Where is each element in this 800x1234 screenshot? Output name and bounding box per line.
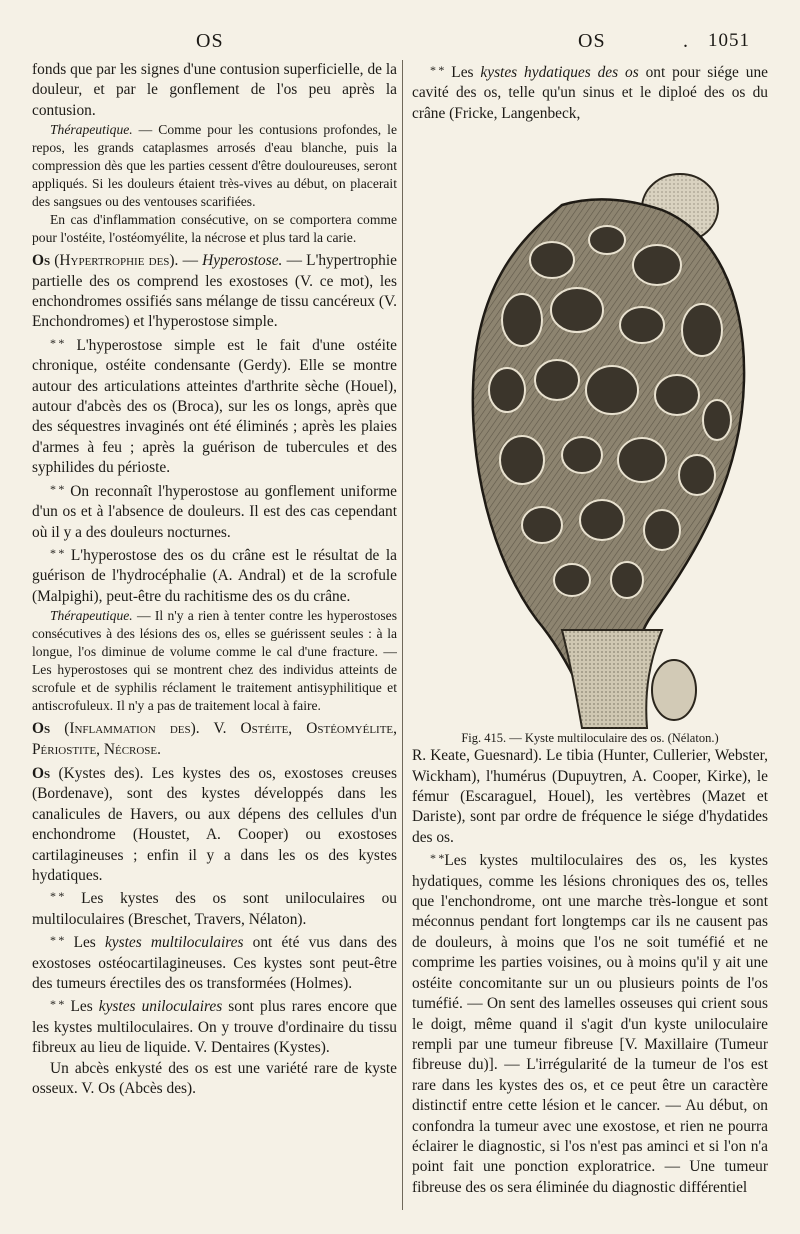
entry-head-hypertrophie: (Hypertrophie des). —	[50, 252, 203, 270]
term-kystes-multiloculaires: kystes multiloculaires	[104, 934, 244, 952]
paragraph-kystes-uniloculaires	[32, 994, 397, 1058]
stars-mark: * *	[430, 851, 445, 866]
text-marche-longue: Les kystes multiloculaires des os, les kystes hydatiques, comme les lésions chroniques des os, telles que l'enchondrome, ont une marche très-longue et sont méconnus pendant fort longtemps car ils ne causent pas de douleurs, à moins que l'os ne soit tuméfié et ne comprime les parties voisines, ou à moins qu'il y ait une ostéite concomitante sur un ou plusieurs points de l'os tuméfié. — On sent des lamelles osseuses qui crient sous le doigt, même quand il s'agit d'un kyste uniloculaire rempli par une tumeur fibreuse [V. Maxillaire (Tumeur fibreuse du)]. — L'irrégularité de la tumeur de l'os est rare dans les kystes des os, et ce peut être un caractère distinctif entre cette lésion et le cancer. — Au début, on confondra la tumeur avec une exostose, et rien ne pourra éclairer le diagnostic, si l'os n'est pas aminci et si l'on n'a point fait une ponction exploratrice. — Une tumeur fibreuse des os sera éliminée du diagnostic différentiel	[412, 852, 768, 1196]
entry-head-os: Os	[32, 252, 51, 270]
entry-hypertrophie-text: — L'hypertrophie partielle des os comprend les exostoses (V. ce mot), les enchondromes ossifiés sans mélange de tissu cancéreux (V. Enchondromes) et l'hyperostose simple.	[32, 252, 397, 331]
paragraph-reconnait	[32, 479, 397, 543]
stars-mark: * *	[50, 933, 65, 948]
paragraph-crane	[32, 543, 397, 607]
text-les: Les	[64, 998, 99, 1016]
text-hyperostose-simple: L'hyperostose simple est le fait d'une ostéite chronique, ostéite condensante (Gerdy). Elle se montre autour des articulations atteintes d'arthrite sèche (Houel), autour d'abcès des os (Broca), sur les os longs, après que des séquestres invaginés ont été éliminés ; après les plaies d'armes à feu ; après la guérison de tubercules et des syphilides du périoste.	[32, 336, 397, 477]
header-right-title: OS	[578, 30, 606, 52]
stars-mark: * *	[50, 997, 65, 1012]
text-therapeutique-1: — Comme pour les contusions profondes, le repos, les grands cataplasmes arrosés d'eau blanche, puis la compression dès que les parties cessent d'être douloureuses, seront appliqués. Si les douleurs étaient très-vives au début, on placerait des sangsues ou des ventouses scarifiées.	[32, 122, 397, 210]
paragraph-multiloculaires	[32, 930, 397, 994]
text-les: Les	[444, 64, 481, 81]
bone-cyst-illustration	[412, 130, 768, 730]
paragraph-therapeutique-1	[32, 121, 397, 211]
stars-mark: * *	[50, 545, 65, 560]
text-kystes-hydatiques: ont pour siége une cavité des os, telle qu'un sinus et le diploé des os du crâne (Fricke, Langenbeck,	[412, 64, 768, 122]
label-therapeutique: Thérapeutique.	[50, 608, 133, 624]
paragraph-marche-longue	[412, 848, 768, 1198]
entry-hyperostose-title: Hyperostose.	[202, 252, 283, 270]
text-uniloculaires: Les kystes des os sont uniloculaires ou multiloculaires (Breschet, Travers, Nélaton).	[32, 890, 397, 928]
figure-415	[412, 130, 768, 730]
text-kystes-uniloculaires: sont plus rares encore que les kystes multiloculaires. On y trouve d'ordinaire du tissu fibreux au lieu de liquide. V. Dentaires (Kystes).	[32, 998, 397, 1057]
stars-mark: * *	[50, 481, 65, 496]
paragraph-hyperostose-simple	[32, 333, 397, 479]
entry-head-os: Os	[32, 764, 51, 782]
page-number: 1051	[708, 30, 750, 51]
term-kystes-uniloculaires: kystes uniloculaires	[98, 998, 223, 1016]
figure-caption: Fig. 415. — Kyste multiloculaire des os. (Nélaton.)	[461, 731, 719, 746]
entry-head-os: Os	[32, 720, 51, 738]
paragraph-therapeutique-2	[32, 607, 397, 715]
running-header	[0, 30, 800, 60]
left-column	[32, 60, 397, 1210]
term-kystes-hydatiques: kystes hydatiques des os	[480, 64, 639, 81]
paragraph-tibia: R. Keate, Guesnard). Le tibia (Hunter, Cullerier, Webster, Wickham), l'humérus (Dupuytren, A. Cooper, Kirke), le fémur (Escaraguel, Houel), les vertèbres (Mazet et Dariste), sont par ordre de fréquence le siége d'hydatides des os.	[412, 747, 768, 846]
paragraph-abces-enkyste: Un abcès enkysté des os est une variété rare de kyste osseux. V. Os (Abcès des).	[32, 1059, 397, 1098]
text-les: Les	[64, 934, 105, 952]
stars-mark: * *	[430, 63, 445, 77]
entry-kystes	[32, 764, 397, 886]
text-multiloculaires: ont été vus dans des exostoses ostéocartilagineuses. Ces kystes sont peut-être des tumeurs érectiles des os transformées (Holmes).	[32, 934, 397, 992]
paragraph-kystes-hydatiques	[412, 60, 768, 124]
paragraph-contusion-end: fonds que par les signes d'une contusion superficielle, de la douleur, et par le gonflement de l'os peu après la contusion.	[32, 61, 397, 119]
text-crane: L'hyperostose des os du crâne est le résultat de la guérison de l'hydrocéphalie (A. Andral) et de la scrofule (Malpighi), peut-être du rachitisme des os du crâne.	[32, 546, 397, 605]
entry-inflammation	[32, 719, 397, 760]
right-column	[412, 60, 768, 1210]
stars-mark: * *	[50, 889, 65, 904]
entry-hypertrophie	[32, 251, 397, 333]
text-reconnait: On reconnaît l'hyperostose au gonflement uniforme d'un os et à l'absence de douleurs. Il est des cas cependant où il y a des douleurs nocturnes.	[32, 482, 397, 541]
label-therapeutique: Thérapeutique.	[50, 122, 133, 138]
entry-inflammation-text: (Inflammation des). V. Ostéite, Ostéomyélite, Périostite, Nécrose.	[32, 720, 397, 758]
text-therapeutique-2: — Il n'y a rien à tenter contre les hyperostoses consécutives à des lésions des os, elles se guérissent seules : à la longue, l'os diminue de volume comme le cal d'une fracture. — Les hyperostoses qui se montrent chez des individus atteints de scrofule et de syphilis réclament le traitement antisyphilitique et antiscrofuleux. Il n'y a pas de traitement local à faire.	[32, 608, 397, 714]
stars-mark: * *	[50, 335, 65, 350]
entry-kystes-text: (Kystes des). Les kystes des os, exostoses creuses (Bordenave), sont des kystes développés dans les canalicules de Havers, ou aux dépens des cellules d'un enchondrome (Houstet, A. Cooper) ou exostoses cartilagineuses ; enfin il y a dans les os des kystes hydatiques.	[32, 764, 397, 884]
header-left-title: OS	[196, 30, 224, 52]
header-dot: .	[683, 30, 689, 52]
paragraph-inflammation-consecutive: En cas d'inflammation consécutive, on se comportera comme pour l'ostéite, l'ostéomyélite, la nécrose et plus tard la carie.	[32, 212, 397, 246]
column-divider	[402, 60, 403, 1210]
paragraph-uniloculaires	[32, 886, 397, 930]
